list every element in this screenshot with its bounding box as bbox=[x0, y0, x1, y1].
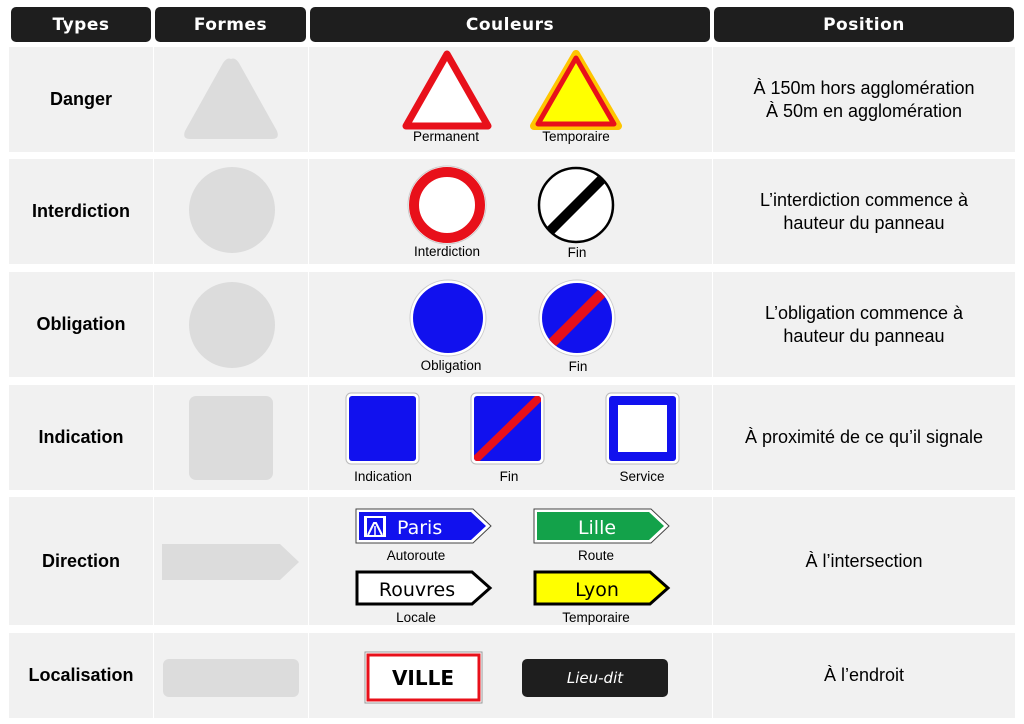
service-sign-icon bbox=[605, 392, 681, 466]
caption-locale: Locale bbox=[396, 610, 436, 625]
type-obligation: Obligation bbox=[36, 314, 126, 334]
ville-sign-text: VILLE bbox=[391, 666, 455, 690]
position-interdiction bbox=[713, 159, 1015, 264]
position-line: À 50m en agglomération bbox=[765, 100, 963, 121]
position-line: L’interdiction commence à bbox=[759, 189, 969, 210]
type-localisation: Localisation bbox=[28, 665, 134, 685]
fin-interdiction-sign-icon bbox=[535, 164, 617, 246]
rectangle-shape-icon bbox=[163, 659, 299, 697]
caption-indication: Indication bbox=[354, 469, 412, 484]
position-line: À proximité de ce qu’il signale bbox=[744, 427, 984, 447]
indication-sign-icon bbox=[345, 392, 421, 466]
circle-shape-icon bbox=[189, 167, 275, 253]
type-interdiction: Interdiction bbox=[32, 201, 130, 221]
caption-route: Route bbox=[577, 548, 615, 563]
autoroute-sign-text: Paris bbox=[397, 517, 443, 539]
position-line: L’obligation commence à bbox=[764, 302, 964, 323]
position-line: hauteur du panneau bbox=[783, 212, 945, 233]
position-line: À 150m hors agglomération bbox=[753, 77, 975, 98]
header-position: Position bbox=[714, 7, 1014, 42]
temporaire-sign-text: Lyon bbox=[575, 579, 619, 601]
header-formes: Formes bbox=[155, 7, 306, 42]
header-couleurs: Couleurs bbox=[310, 7, 710, 42]
direction-temporaire-sign bbox=[533, 570, 671, 608]
position-line: À l’intersection bbox=[805, 550, 923, 571]
arrow-shape-icon bbox=[162, 542, 300, 582]
caption-autoroute: Autoroute bbox=[386, 548, 446, 563]
interdiction-sign-icon bbox=[406, 164, 488, 246]
type-danger: Danger bbox=[49, 89, 112, 109]
caption-fin: Fin bbox=[567, 245, 587, 260]
direction-locale-sign bbox=[355, 570, 493, 608]
caption-temporaire: Temporaire bbox=[542, 129, 610, 144]
triangle-shape-icon bbox=[180, 55, 282, 143]
fin-indication-sign-icon bbox=[470, 392, 546, 466]
caption-interdiction: Interdiction bbox=[413, 244, 481, 259]
position-localisation bbox=[713, 633, 1015, 718]
fin-obligation-sign-icon bbox=[537, 278, 617, 358]
lieu-dit-sign-text: Lieu-dit bbox=[566, 669, 624, 687]
locale-sign-text: Rouvres bbox=[378, 579, 456, 601]
position-direction bbox=[713, 497, 1015, 625]
obligation-sign-icon bbox=[408, 278, 488, 358]
column-divider bbox=[153, 47, 154, 718]
column-divider bbox=[308, 47, 309, 718]
direction-autoroute-sign bbox=[355, 508, 493, 546]
danger-permanent-sign-icon bbox=[402, 50, 492, 130]
position-obligation bbox=[713, 272, 1015, 377]
position-indication bbox=[713, 385, 1015, 490]
square-shape-icon bbox=[189, 396, 273, 480]
danger-temporaire-sign-icon bbox=[530, 50, 622, 130]
circle-shape-icon bbox=[189, 282, 275, 368]
route-sign-text: Lille bbox=[577, 517, 617, 539]
type-indication: Indication bbox=[38, 427, 124, 447]
localisation-ville-sign bbox=[364, 651, 484, 705]
position-danger bbox=[713, 47, 1015, 152]
caption-fin: Fin bbox=[499, 469, 519, 484]
caption-service: Service bbox=[619, 469, 665, 484]
caption-fin: Fin bbox=[568, 359, 588, 374]
direction-route-sign bbox=[533, 508, 671, 546]
header-types: Types bbox=[11, 7, 151, 42]
caption-temporaire: Temporaire bbox=[562, 610, 630, 625]
localisation-lieu-dit-sign bbox=[522, 659, 668, 697]
type-direction: Direction bbox=[41, 550, 120, 571]
position-line: hauteur du panneau bbox=[783, 325, 945, 346]
caption-permanent: Permanent bbox=[412, 129, 480, 144]
position-line: À l’endroit bbox=[823, 665, 905, 685]
caption-obligation: Obligation bbox=[420, 358, 482, 373]
